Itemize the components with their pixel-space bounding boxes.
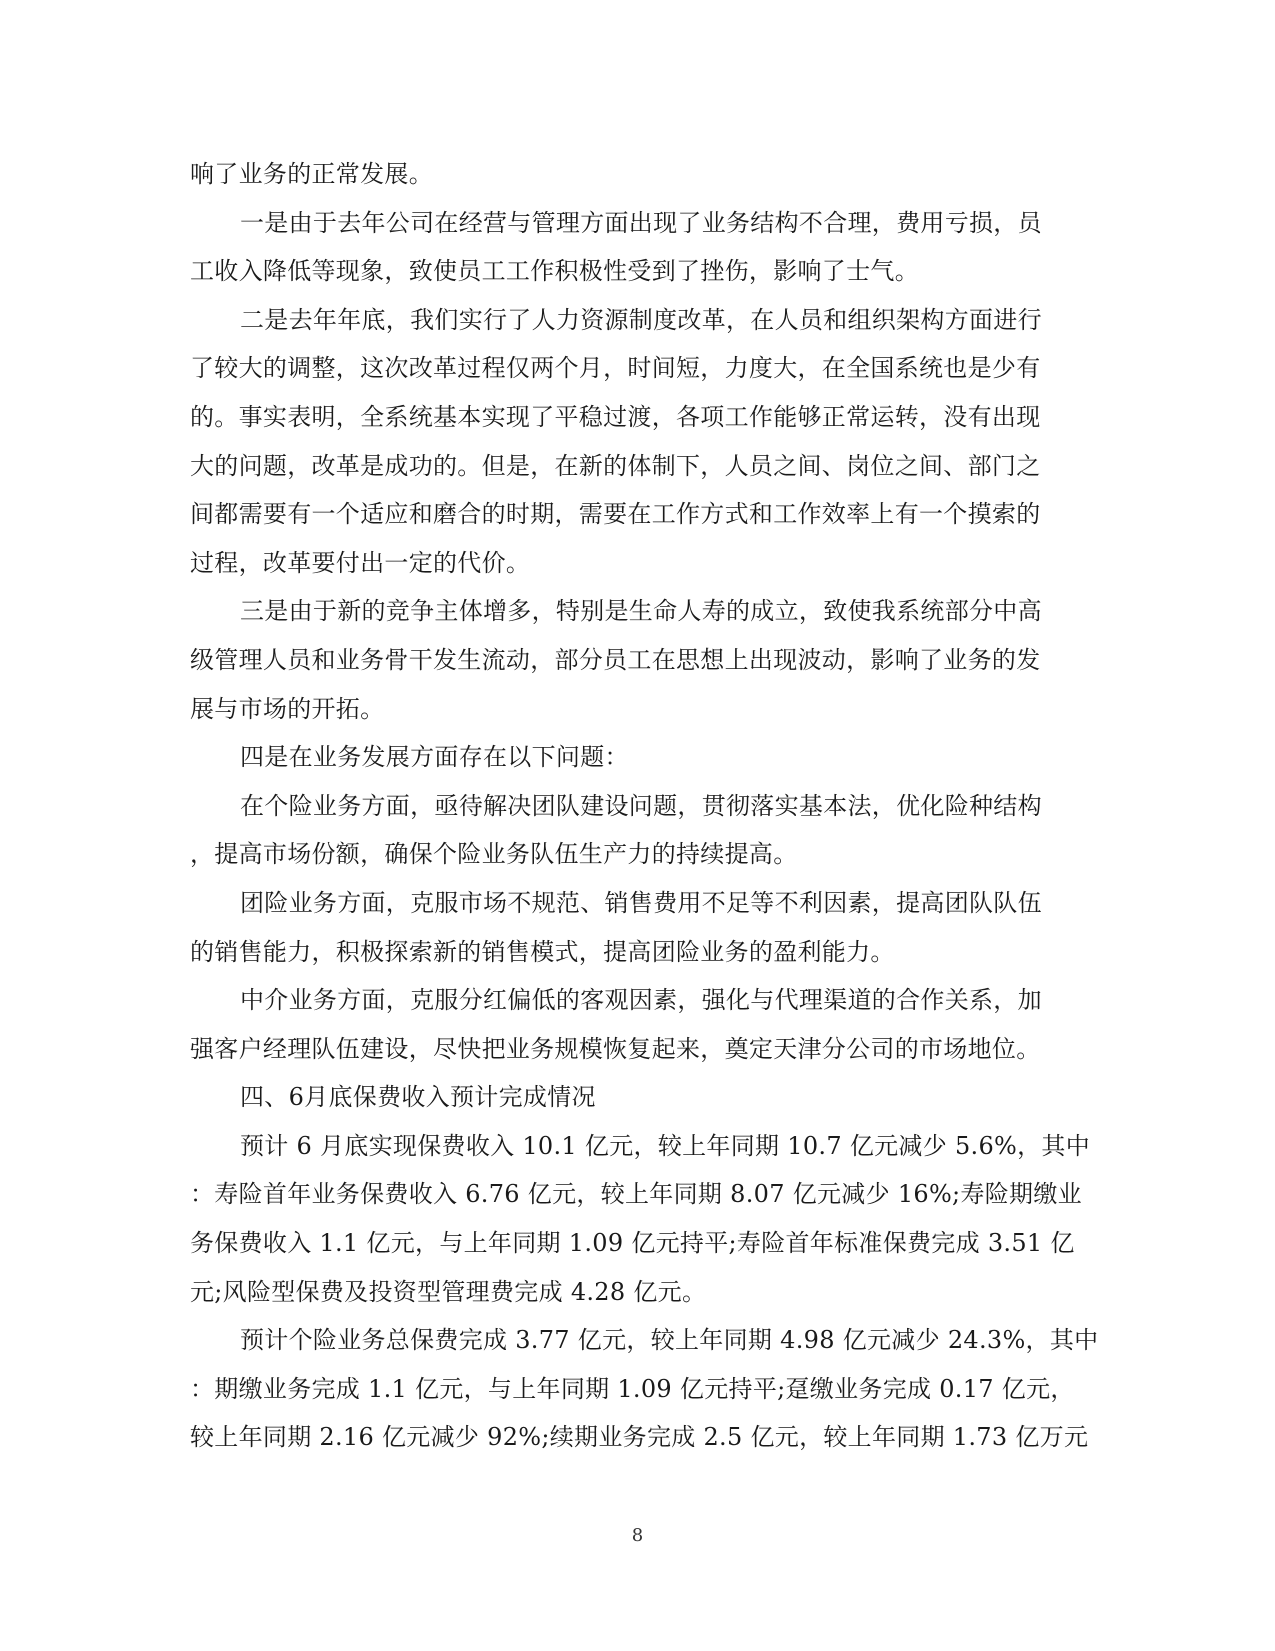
text-line: 在个险业务方面，亟待解决团队建设问题，贯彻落实基本法，优化险种结构: [240, 791, 1042, 820]
text-line: 二是去年年底，我们实行了人力资源制度改革，在人员和组织架构方面进行: [240, 305, 1042, 334]
text-line: 响了业务的正常发展。: [190, 160, 433, 188]
text-line: 四、6月底保费收入预计完成情况: [240, 1083, 596, 1112]
text-line: ：寿险首年业务保费收入 6.76 亿元，较上年同期 8.07 亿元减少 16%;寿险期缴业: [190, 1180, 1082, 1209]
text-line: 工收入降低等现象，致使员工工作积极性受到了挫伤，影响了士气。: [190, 257, 919, 286]
text-line: ：期缴业务完成 1.1 亿元，与上年同期 1.09 亿元持平;趸缴业务完成 0.17 亿元，: [190, 1374, 1075, 1403]
text-line: 级管理人员和业务骨干发生流动，部分员工在思想上出现波动，影响了业务的发: [190, 645, 1041, 674]
text-line: 大的问题，改革是成功的。但是，在新的体制下，人员之间、岗位之间、部门之: [190, 451, 1041, 480]
text-line: 元;风险型保费及投资型管理费完成 4.28 亿元。: [190, 1277, 707, 1306]
text-line: 的销售能力，积极探索新的销售模式，提高团险业务的盈利能力。: [190, 937, 895, 966]
body-text: [190, 150, 1099, 1462]
text-line: 三是由于新的竞争主体增多，特别是生命人寿的成立，致使我系统部分中高: [240, 597, 1042, 626]
text-line: 务保费收入 1.1 亿元，与上年同期 1.09 亿元持平;寿险首年标准保费完成 3.51 亿: [190, 1229, 1075, 1258]
text-line: 一是由于去年公司在经营与管理方面出现了业务结构不合理，费用亏损，员: [240, 208, 1042, 237]
text-line: 较上年同期 2.16 亿元减少 92%;续期业务完成 2.5 亿元，较上年同期 1.73 亿万元: [190, 1423, 1089, 1452]
text-line: 展与市场的开拓。: [190, 694, 385, 723]
text-line: 过程，改革要付出一定的代价。: [190, 548, 531, 577]
page-number: 8: [631, 1525, 644, 1546]
text-line: 了较大的调整，这次改革过程仅两个月，时间短，力度大，在全国系统也是少有: [190, 354, 1041, 383]
text-line: ，提高市场份额，确保个险业务队伍生产力的持续提高。: [190, 840, 798, 869]
text-line: 团险业务方面，克服市场不规范、销售费用不足等不利因素，提高团队队伍: [240, 888, 1042, 917]
text-line: 的。事实表明，全系统基本实现了平稳过渡，各项工作能够正常运转，没有出现: [190, 402, 1041, 431]
text-line: 预计个险业务总保费完成 3.77 亿元，较上年同期 4.98 亿元减少 24.3%，其中: [240, 1326, 1099, 1355]
text-line: 强客户经理队伍建设，尽快把业务规模恢复起来，奠定天津分公司的市场地位。: [190, 1034, 1041, 1063]
text-line: 预计 6 月底实现保费收入 10.1 亿元，较上年同期 10.7 亿元减少 5.6%，其中: [240, 1131, 1091, 1160]
text-line: 四是在业务发展方面存在以下问题：: [240, 743, 629, 772]
text-line: 间都需要有一个适应和磨合的时期，需要在工作方式和工作效率上有一个摸索的: [190, 500, 1041, 529]
text-line: 中介业务方面，克服分红偏低的客观因素，强化与代理渠道的合作关系，加: [240, 986, 1042, 1015]
